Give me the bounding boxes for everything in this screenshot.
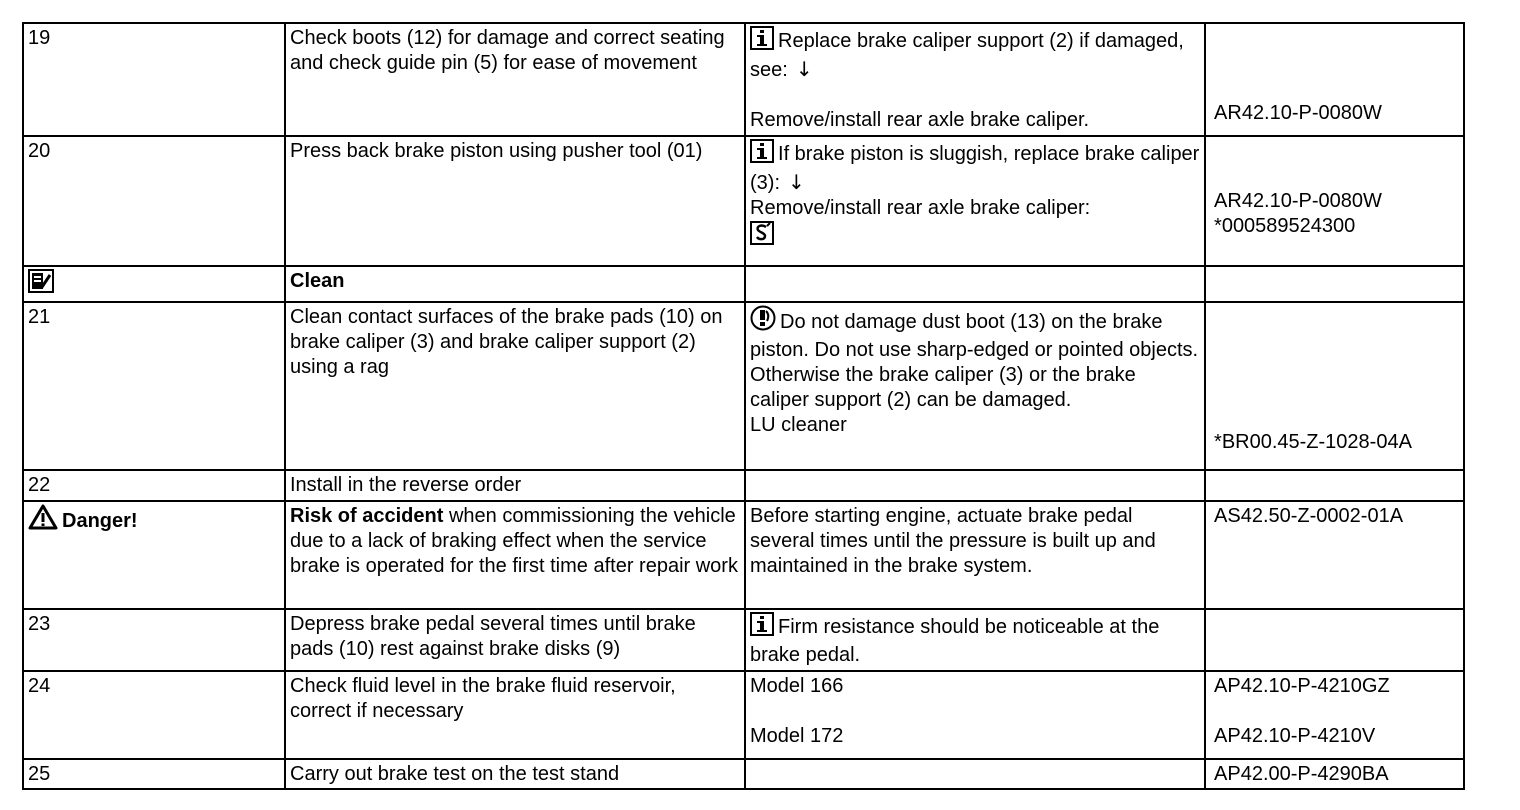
step-action: Check boots (12) for damage and correct seating and check guide pin (5) for ease of movement [285,23,745,136]
reference-cell [1205,759,1464,789]
cross-reference-text: Remove/install rear axle brake caliper. [750,109,1090,131]
reference-cell [1205,671,1464,759]
step-number: 23 [23,609,285,671]
step-action: Depress brake pedal several times until brake pads (10) rest against brake disks (9) [285,609,745,671]
step-number: 21 [23,302,285,470]
cross-reference-text: Remove/install rear axle brake caliper: [750,197,1091,219]
step-note: Before starting engine, actuate brake pedal several times until the pressure is built up and maintained in the brake system. [745,501,1205,609]
reference-link[interactable]: *BR00.45-Z-1028-04A [1214,431,1412,453]
reference-link[interactable]: AP42.00-P-4290BA [1214,763,1389,785]
step-action: Carry out brake test on the test stand [285,759,745,789]
reference-cell [1205,501,1464,609]
step-number: 25 [23,759,285,789]
reference-link[interactable]: AR42.10-P-0080W [1214,102,1382,124]
caution-icon [750,305,776,338]
table-row [23,671,1464,759]
step-note [745,609,1205,671]
step-number: 22 [23,470,285,501]
section-row [23,266,1464,302]
down-arrow-icon: ↓ [788,170,805,194]
step-number: 20 [23,136,285,266]
step-number: 19 [23,23,285,136]
risk-heading: Risk of accident [290,505,444,527]
reference-link[interactable]: AP42.10-P-4210V [1214,725,1376,747]
step-note [745,302,1205,470]
table-row [23,501,1464,609]
procedure-table [22,22,1465,790]
model-label: Model 166 [750,675,844,697]
reference-cell [1205,136,1464,266]
reference-cell [1205,302,1464,470]
info-icon [750,612,774,643]
material-text: LU cleaner [750,414,847,436]
step-note [745,136,1205,266]
reference-link[interactable]: AR42.10-P-0080W [1214,190,1382,212]
table-row [23,609,1464,671]
step-number: 24 [23,671,285,759]
table-row [23,136,1464,266]
step-action: Clean contact surfaces of the brake pads (10) on brake caliper (3) and brake caliper support (2) using a rag [285,302,745,470]
section-title: Clean [285,266,745,302]
danger-label: Danger! [62,510,138,532]
info-icon [750,139,774,170]
step-action: Press back brake piston using pusher tool (01) [285,136,745,266]
table-row [23,23,1464,136]
part-number[interactable]: *000589524300 [1214,215,1356,237]
section-icon-cell [23,266,285,302]
warning-triangle-icon [28,504,58,537]
note-text: Replace brake caliper support (2) if damaged, see: [750,30,1184,81]
reference-link[interactable]: AP42.10-P-4210GZ [1214,675,1390,697]
reference-link[interactable]: AS42.50-Z-0002-01A [1214,505,1404,527]
step-action: Install in the reverse order [285,470,745,501]
note-text: Firm resistance should be noticeable at the brake pedal. [750,616,1160,666]
danger-cell [23,501,285,609]
reference-cell [1205,23,1464,136]
risk-text: when commissioning the vehicle due to a lack of braking effect when the service brake is operated for the first time after repair work [290,505,738,577]
step-action [285,501,745,609]
model-list [745,671,1205,759]
table-row [23,302,1464,470]
table-row [23,759,1464,789]
note-text: If brake piston is sluggish, replace brake caliper (3): [750,143,1200,194]
down-arrow-icon: ↓ [795,57,813,81]
note-text: Do not damage dust boot (13) on the brake piston. Do not use sharp-edged or pointed objects. Otherwise the brake caliper (3) or the brake caliper support (2) can be damaged. [750,311,1199,411]
model-label: Model 172 [750,725,844,747]
step-note [745,23,1205,136]
table-row [23,470,1464,501]
step-action: Check fluid level in the brake fluid reservoir, correct if necessary [285,671,745,759]
special-tool-icon [750,221,774,252]
clean-icon [28,269,54,300]
info-icon [750,26,774,57]
